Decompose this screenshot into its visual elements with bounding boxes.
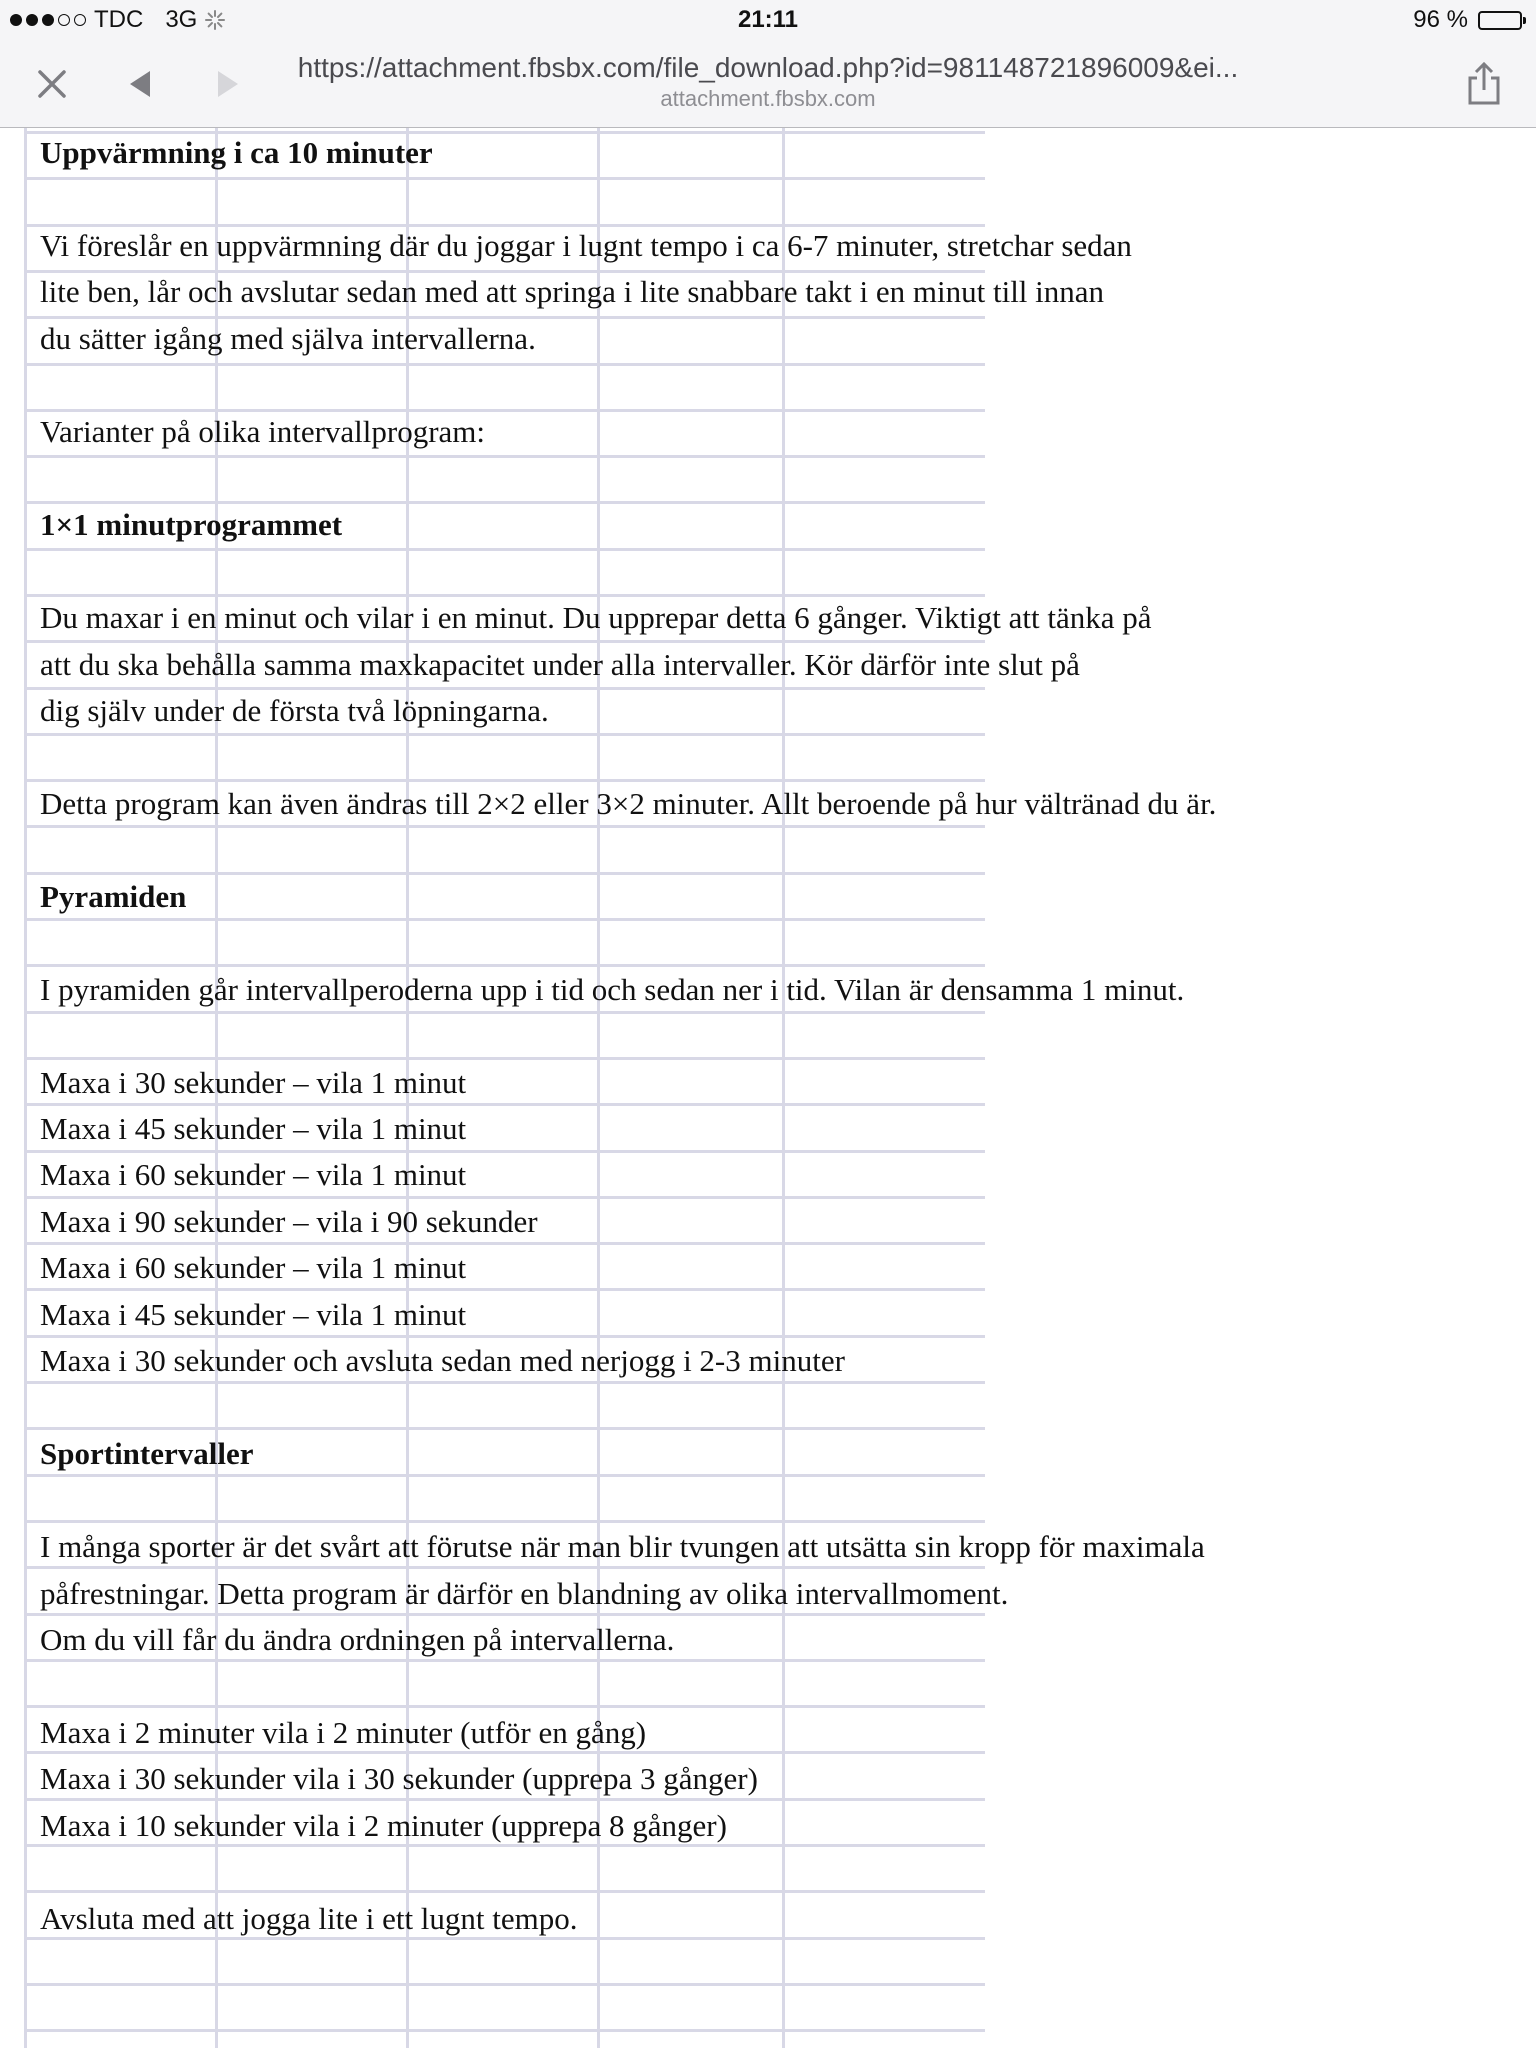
text-line: Om du vill får du ändra ordningen på intervallerna. xyxy=(40,1622,675,1657)
text-line: Maxa i 30 sekunder – vila 1 minut xyxy=(40,1065,467,1100)
section-heading: Uppvärmning i ca 10 minuter xyxy=(40,135,433,170)
text-line: Maxa i 30 sekunder och avsluta sedan med nerjogg i 2-3 minuter xyxy=(40,1343,845,1378)
text-line: Avsluta med att jogga lite i ett lugnt tempo. xyxy=(40,1901,578,1936)
grid-row-line xyxy=(24,1427,985,1430)
document-view[interactable] xyxy=(0,128,1536,2048)
grid-row-line xyxy=(24,594,985,597)
grid-row-line xyxy=(24,964,985,967)
grid-row-line xyxy=(24,1103,985,1106)
grid-row-line xyxy=(24,687,985,690)
grid-row-line xyxy=(24,1335,985,1338)
battery-percentage: 96 % xyxy=(1413,6,1468,33)
grid-row-line xyxy=(24,1705,985,1708)
browser-toolbar xyxy=(0,40,1536,128)
text-line: att du ska behålla samma maxkapacitet under alla intervaller. Kör därför inte slut på xyxy=(40,647,1080,682)
grid-row-line xyxy=(24,1474,985,1477)
grid-row-line xyxy=(24,640,985,643)
grid-column-line xyxy=(782,128,785,2048)
text-line: påfrestningar. Detta program är därför en blandning av olika intervallmoment. xyxy=(40,1576,1009,1611)
share-icon xyxy=(1464,62,1504,106)
url-domain: attachment.fbsbx.com xyxy=(660,86,876,111)
text-line: Maxa i 45 sekunder – vila 1 minut xyxy=(40,1297,467,1332)
grid-row-line xyxy=(24,872,985,875)
text-line: Maxa i 60 sekunder – vila 1 minut xyxy=(40,1250,467,1285)
grid-row-line xyxy=(24,825,985,828)
text-line: Detta program kan även ändras till 2×2 eller 3×2 minuter. Allt beroende på hur vältränad du är. xyxy=(40,786,1217,821)
status-right xyxy=(1413,6,1522,34)
grid-row-line xyxy=(24,1983,985,1986)
grid-row-line xyxy=(24,177,985,180)
back-arrow-icon xyxy=(128,69,152,99)
grid-row-line xyxy=(24,548,985,551)
text-line: Maxa i 10 sekunder vila i 2 minuter (upprepa 8 gånger) xyxy=(40,1808,727,1843)
text-line: Maxa i 2 minuter vila i 2 minuter (utför en gång) xyxy=(40,1715,647,1750)
grid-row-line xyxy=(24,501,985,504)
grid-row-line xyxy=(24,2029,985,2032)
grid-row-line xyxy=(24,1057,985,1060)
grid-row-line xyxy=(24,455,985,458)
battery-icon xyxy=(1478,11,1522,30)
clock: 21:11 xyxy=(737,6,799,33)
grid-row-line xyxy=(24,1381,985,1384)
text-line: Du maxar i en minut och vilar i en minut. Du upprepar detta 6 gånger. Viktigt att tänka på xyxy=(40,600,1152,635)
grid-row-line xyxy=(24,1890,985,1893)
text-line: I pyramiden går intervallperoderna upp i tid och sedan ner i tid. Vilan är densamma 1 minut. xyxy=(40,972,1185,1007)
close-icon xyxy=(37,69,67,99)
grid-row-line xyxy=(24,363,985,366)
text-line: Maxa i 30 sekunder vila i 30 sekunder (upprepa 3 gånger) xyxy=(40,1761,758,1796)
grid-row-line xyxy=(24,733,985,736)
section-heading: Sportintervaller xyxy=(40,1436,254,1471)
carrier-name: TDC xyxy=(94,6,144,33)
grid-row-line xyxy=(24,1242,985,1245)
back-button[interactable] xyxy=(114,58,166,110)
grid-row-line xyxy=(24,1196,985,1199)
text-line: Maxa i 60 sekunder – vila 1 minut xyxy=(40,1157,467,1192)
text-line: du sätter igång med själva intervallerna. xyxy=(40,321,536,356)
grid-row-line xyxy=(24,1520,985,1523)
grid-row-line xyxy=(24,918,985,921)
grid-row-line xyxy=(24,1011,985,1014)
status-bar xyxy=(0,0,1536,40)
section-heading: Pyramiden xyxy=(40,879,187,914)
grid-row-line xyxy=(24,1150,985,1153)
grid-row-line xyxy=(24,1288,985,1291)
grid-row-line xyxy=(24,779,985,782)
text-line: Maxa i 45 sekunder – vila 1 minut xyxy=(40,1111,467,1146)
text-line: I många sporter är det svårt att förutse när man blir tvungen att utsätta sin kropp för maximala xyxy=(40,1529,1205,1564)
text-line: Varianter på olika intervallprogram: xyxy=(40,414,486,449)
text-line: Maxa i 90 sekunder – vila i 90 sekunder xyxy=(40,1204,538,1239)
grid-column-line xyxy=(24,128,27,2048)
text-line: Vi föreslår en uppvärmning där du joggar i lugnt tempo i ca 6-7 minuter, stretchar sedan xyxy=(40,228,1132,263)
share-button[interactable] xyxy=(1458,58,1510,110)
close-button[interactable] xyxy=(26,58,78,110)
text-line: lite ben, lår och avslutar sedan med att springa i lite snabbare takt i en minut till innan xyxy=(40,274,1105,309)
section-heading: 1×1 minutprogrammet xyxy=(40,507,343,542)
text-line: dig själv under de första två löpningarna. xyxy=(40,693,549,728)
network-type: 3G xyxy=(165,6,198,33)
url-text[interactable]: https://attachment.fbsbx.com/file_download.php?id=981148721896009&ei... xyxy=(297,52,1239,83)
